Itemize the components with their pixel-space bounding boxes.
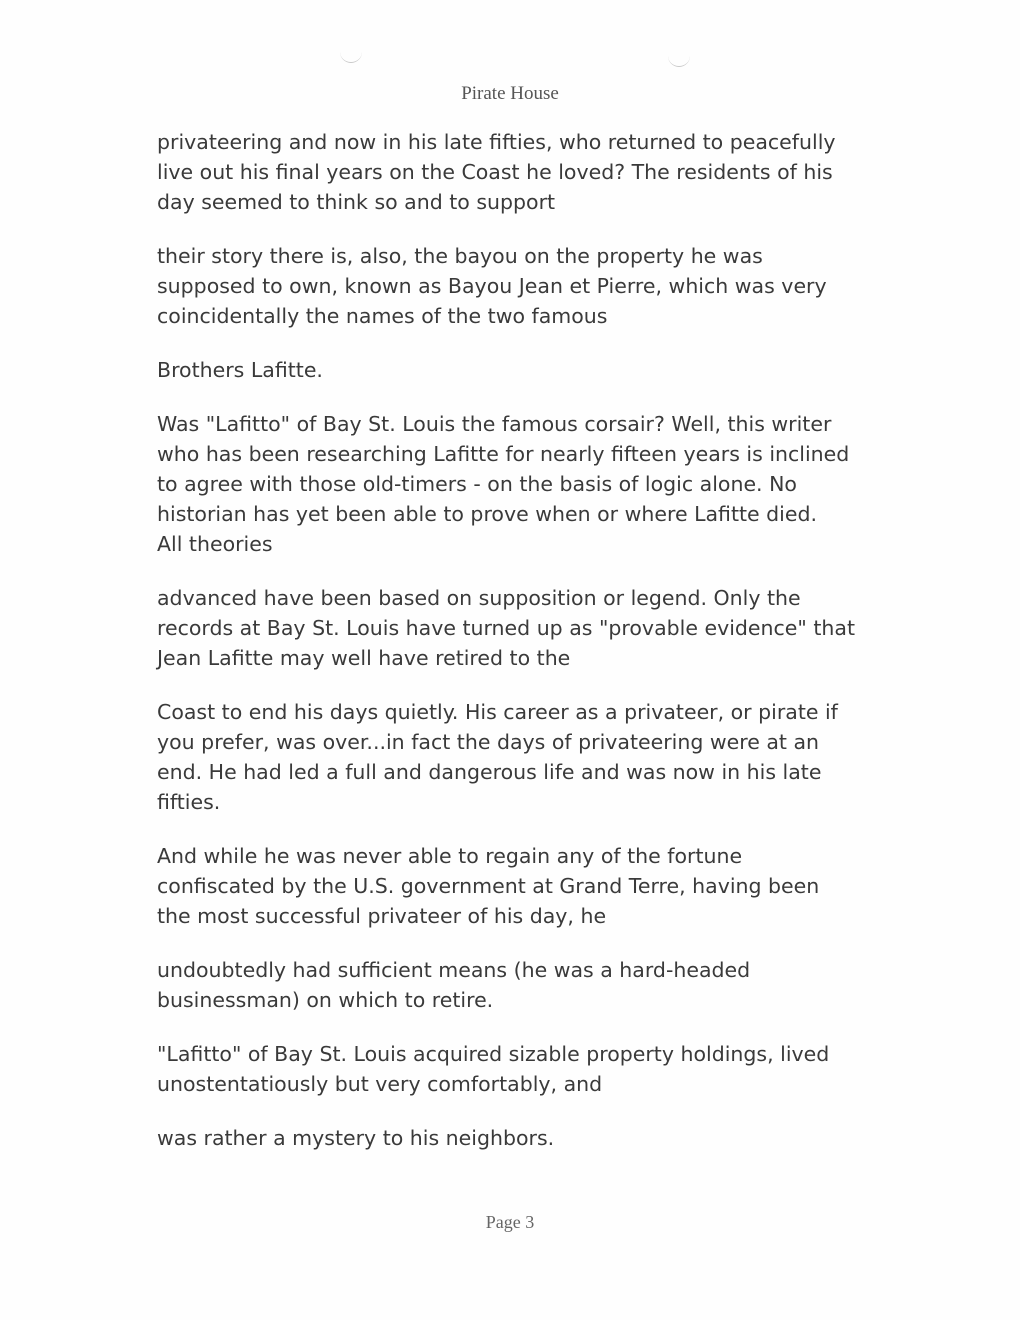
paragraph-9: "Lafitto" of Bay St. Louis acquired sizable property holdings, lived unostentatiously but very comfortably, and [157,1042,830,1096]
punch-hole-mark-right [668,56,690,67]
body-text [157,127,897,1177]
paragraph-10: was rather a mystery to his neighbors. [157,1126,555,1150]
running-header: Pirate House [461,83,559,104]
paragraph-6: Coast to end his days quietly. His career as a privateer, or pirate if you prefer, was over...in fact the days of privateering were at an end. He had led a full and dangerous life and was now in his late fifties. [157,700,838,814]
paragraph-2: their story there is, also, the bayou on the property he was supposed to own, known as Bayou Jean et Pierre, which was very coincidentally the names of the two famous [157,244,827,328]
paragraph-1: privateering and now in his late fifties, who returned to peacefully live out his final years on the Coast he loved? The residents of his day seemed to think so and to support [157,130,836,214]
paragraph-3: Brothers Lafitte. [157,358,323,382]
paragraph-8: undoubtedly had sufficient means (he was a hard-headed businessman) on which to retire. [157,958,751,1012]
paragraph-7: And while he was never able to regain any of the fortune confiscated by the U.S. government at Grand Terre, having been the most successful privateer of his day, he [157,844,820,928]
paragraph-5: advanced have been based on supposition or legend. Only the records at Bay St. Louis have turned up as "provable evidence" that Jean Lafitte may well have retired to the [157,586,855,670]
page-number: Page 3 [485,1212,535,1232]
paragraph-4: Was "Lafitto" of Bay St. Louis the famous corsair? Well, this writer who has been researching Lafitte for nearly fifteen years is inclined to agree with those old-timers - on the basis of logic alone. No historian has yet been able to prove when or where Lafitte died. All theories [157,412,850,556]
punch-hole-mark-left [340,52,362,63]
